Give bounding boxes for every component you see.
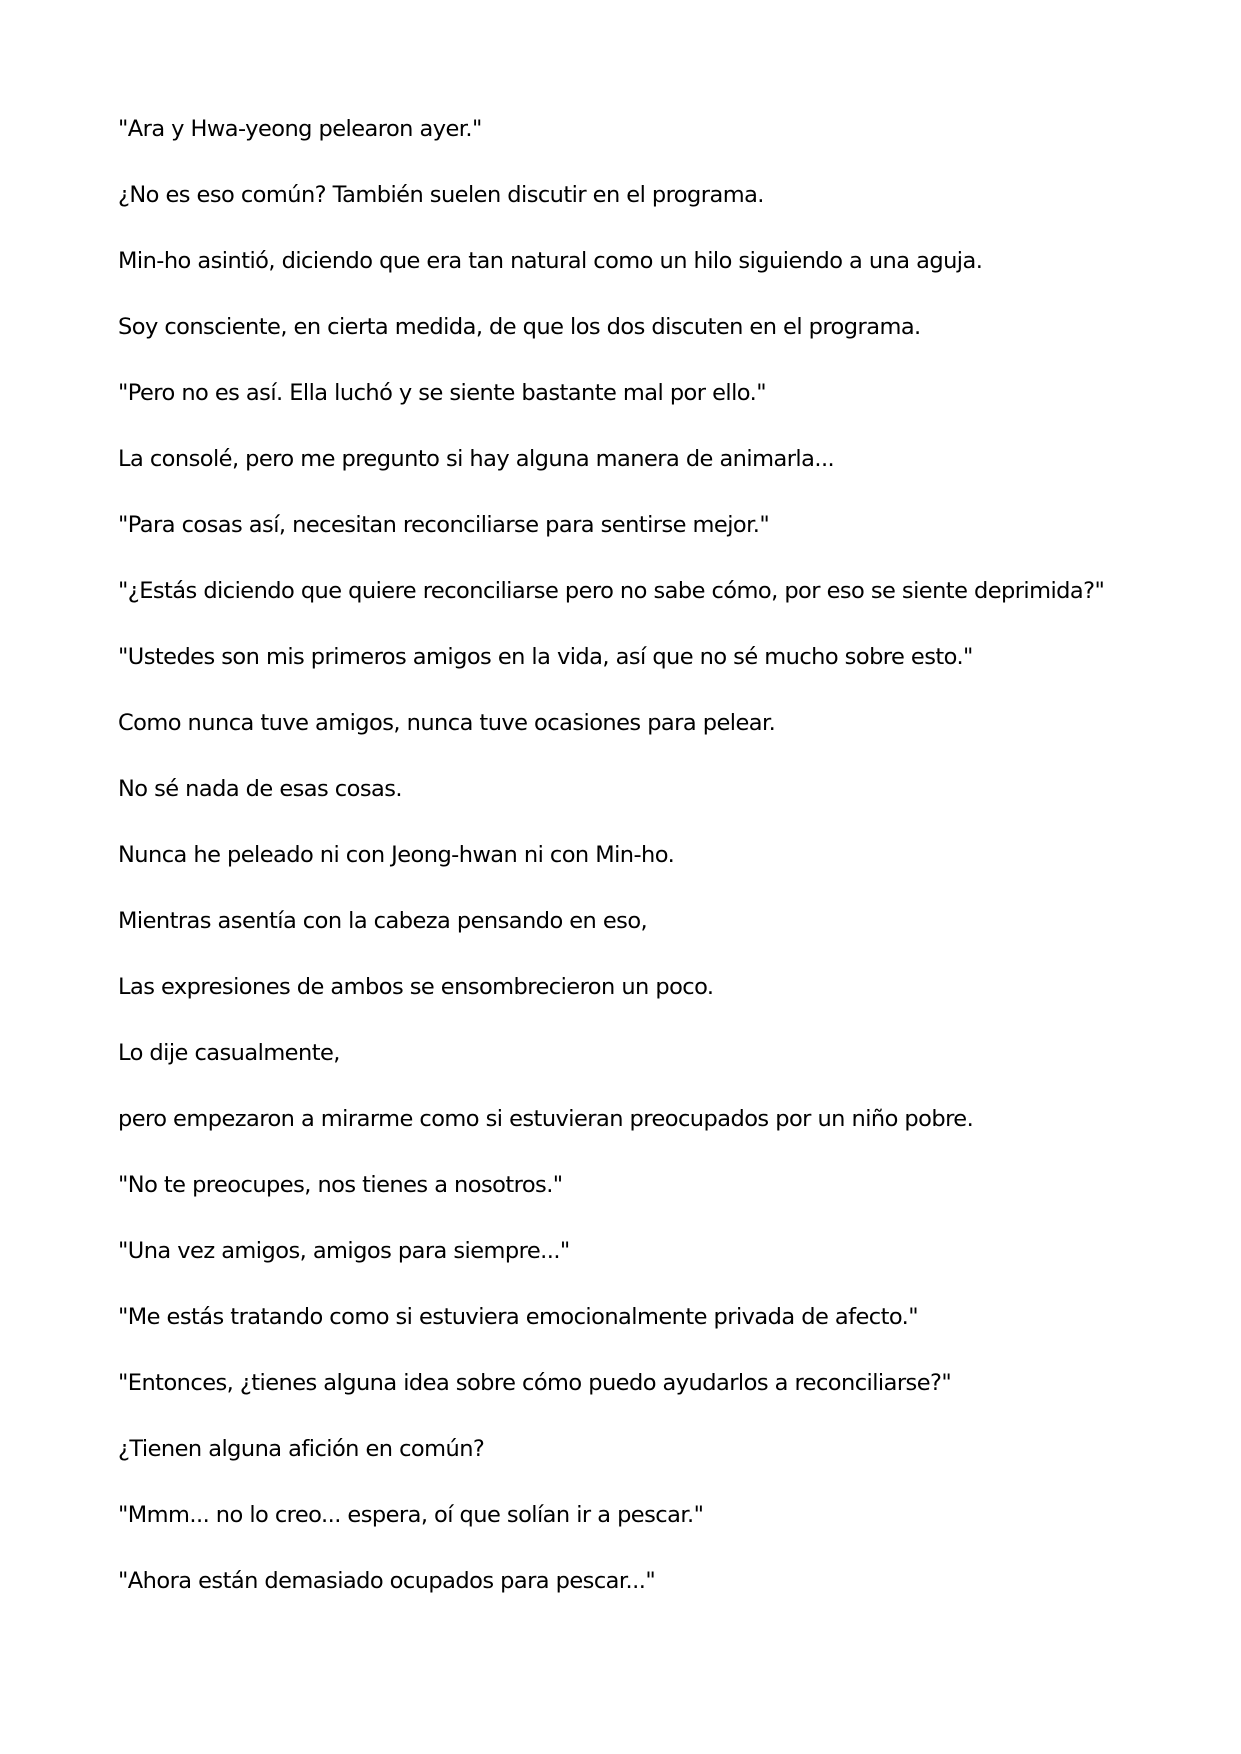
paragraph: "Ara y Hwa-yeong pelearon ayer.": [118, 116, 482, 142]
paragraph: ¿Tienen alguna afición en común?: [118, 1436, 485, 1462]
paragraph: "¿Estás diciendo que quiere reconciliarse pero no sabe cómo, por eso se siente deprimida?": [118, 578, 1105, 604]
paragraph: Mientras asentía con la cabeza pensando en eso,: [118, 908, 648, 934]
document-body: [118, 113, 1122, 1631]
paragraph: "Mmm... no lo creo... espera, oí que solían ir a pescar.": [118, 1502, 704, 1528]
paragraph: Como nunca tuve amigos, nunca tuve ocasiones para pelear.: [118, 710, 776, 736]
paragraph: Min-ho asintió, diciendo que era tan natural como un hilo siguiendo a una aguja.: [118, 248, 983, 274]
paragraph: La consolé, pero me pregunto si hay alguna manera de animarla...: [118, 446, 835, 472]
paragraph: pero empezaron a mirarme como si estuvieran preocupados por un niño pobre.: [118, 1106, 974, 1132]
paragraph: Nunca he peleado ni con Jeong-hwan ni con Min-ho.: [118, 842, 675, 868]
paragraph: "Pero no es así. Ella luchó y se siente bastante mal por ello.": [118, 380, 766, 406]
paragraph: "Una vez amigos, amigos para siempre...": [118, 1238, 570, 1264]
paragraph: No sé nada de esas cosas.: [118, 776, 403, 802]
paragraph: Soy consciente, en cierta medida, de que los dos discuten en el programa.: [118, 314, 921, 340]
paragraph: "Ustedes son mis primeros amigos en la vida, así que no sé mucho sobre esto.": [118, 644, 973, 670]
paragraph: "Entonces, ¿tienes alguna idea sobre cómo puedo ayudarlos a reconciliarse?": [118, 1370, 952, 1396]
paragraph: "Para cosas así, necesitan reconciliarse para sentirse mejor.": [118, 512, 770, 538]
paragraph: Lo dije casualmente,: [118, 1040, 340, 1066]
paragraph: "Me estás tratando como si estuviera emocionalmente privada de afecto.": [118, 1304, 919, 1330]
paragraph: Las expresiones de ambos se ensombrecieron un poco.: [118, 974, 714, 1000]
paragraph: "No te preocupes, nos tienes a nosotros.": [118, 1172, 563, 1198]
paragraph: "Ahora están demasiado ocupados para pescar...": [118, 1568, 656, 1594]
paragraph: ¿No es eso común? También suelen discutir en el programa.: [118, 182, 764, 208]
